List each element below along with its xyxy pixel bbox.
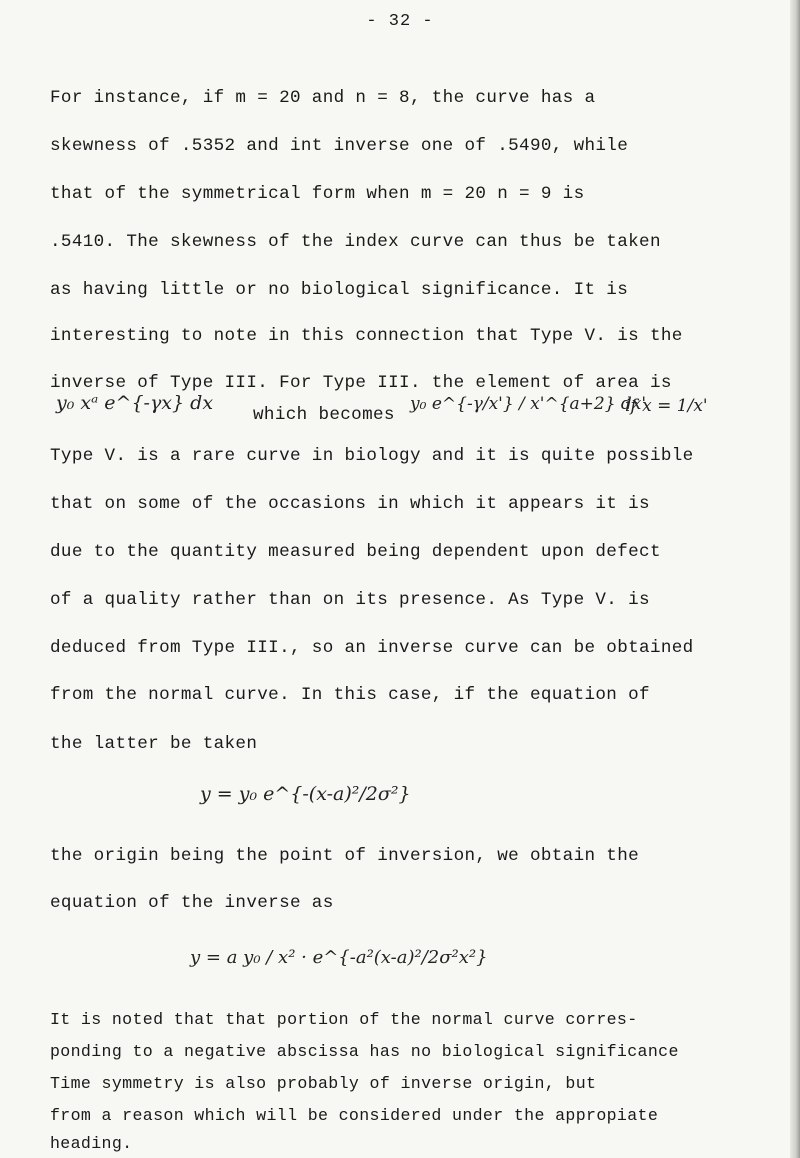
handwritten-substitution: if x = 1/x': [625, 396, 708, 416]
text-line: from a reason which will be considered under the appropiate: [50, 1106, 659, 1125]
text-line: from the normal curve. In this case, if the equation of: [50, 685, 650, 705]
handwritten-transformed-element: y₀ e^{-γ/x'} / x'^{a+2} dx': [410, 394, 647, 414]
text-line: .5410. The skewness of the index curve can thus be taken: [50, 232, 661, 252]
page-edge-shadow: [790, 0, 800, 1158]
text-line: Type V. is a rare curve in biology and it is quite possible: [50, 446, 694, 466]
text-line: equation of the inverse as: [50, 893, 334, 913]
text-line: ponding to a negative abscissa has no biological significance: [50, 1042, 679, 1061]
handwritten-normal-curve-equation: y = y₀ e^{-(x-a)²/2σ²}: [200, 783, 411, 805]
text-line: the latter be taken: [50, 734, 258, 754]
text-line: of a quality rather than on its presence. As Type V. is: [50, 590, 650, 610]
text-line: which becomes: [253, 405, 395, 425]
text-line: interesting to note in this connection that Type V. is the: [50, 326, 683, 346]
text-line: as having little or no biological significance. It is: [50, 280, 629, 300]
text-line: inverse of Type III. For Type III. the element of area is: [50, 373, 672, 393]
text-line: For instance, if m = 20 and n = 8, the curve has a: [50, 88, 596, 108]
page-number: - 32 -: [366, 12, 434, 31]
handwritten-inverse-curve-equation: y = a y₀ / x² · e^{-a²(x-a)²/2σ²x²}: [190, 947, 488, 968]
text-line: skewness of .5352 and int inverse one of .5490, while: [50, 136, 629, 156]
text-line: It is noted that that portion of the normal curve corres-: [50, 1010, 638, 1029]
handwritten-area-element: y₀ xᵃ e^{-γx} dx: [56, 392, 214, 414]
text-line: the origin being the point of inversion, we obtain the: [50, 846, 640, 866]
text-line: due to the quantity measured being dependent upon defect: [50, 542, 661, 562]
text-line: that of the symmetrical form when m = 20 n = 9 is: [50, 184, 585, 204]
text-line: heading.: [50, 1134, 133, 1153]
text-line: that on some of the occasions in which it appears it is: [50, 494, 650, 514]
text-line: deduced from Type III., so an inverse curve can be obtained: [50, 638, 694, 658]
text-line: Time symmetry is also probably of inverse origin, but: [50, 1074, 597, 1093]
